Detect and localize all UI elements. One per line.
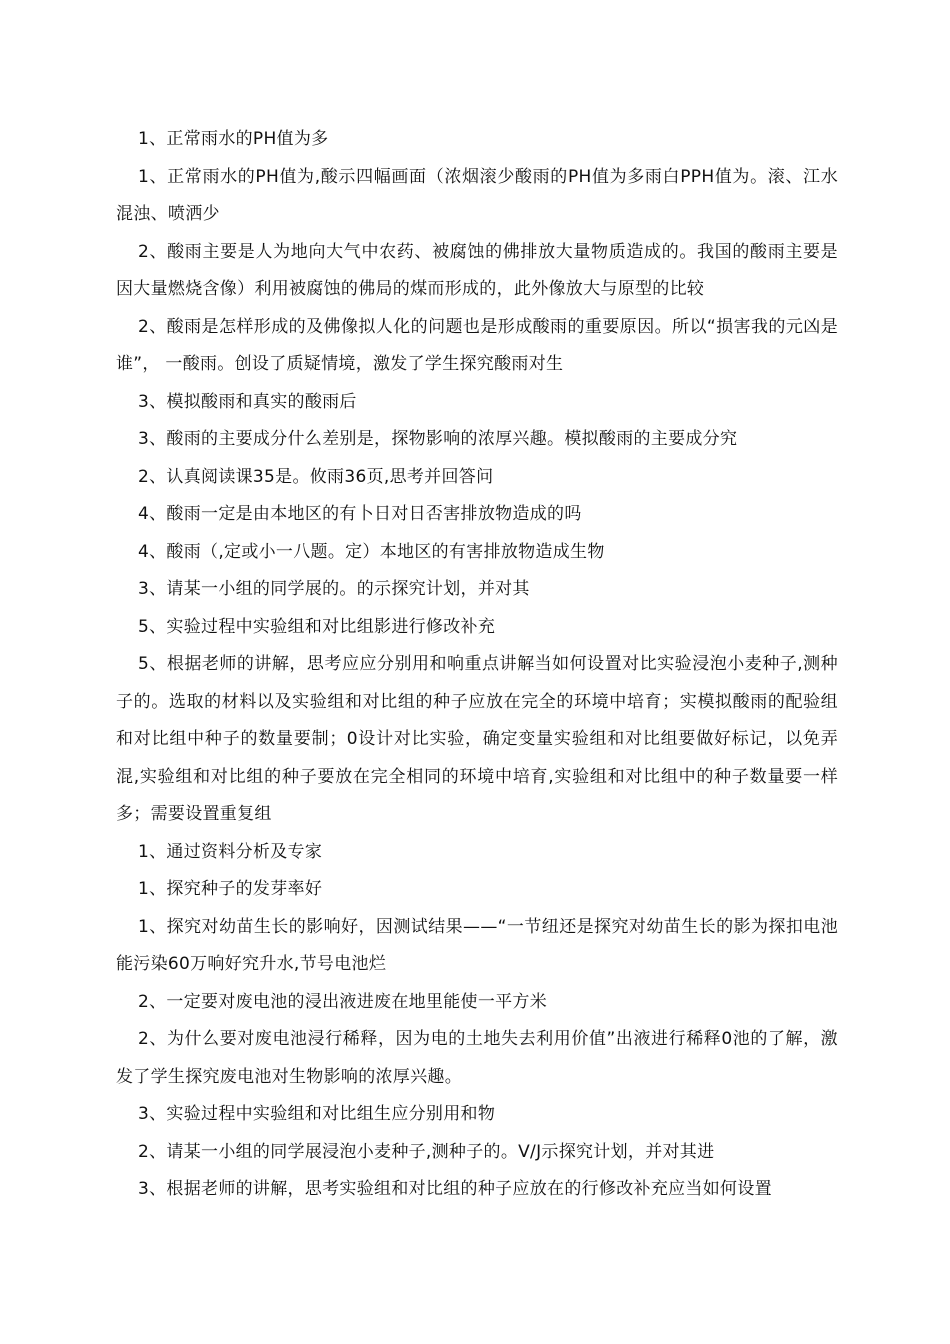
paragraph-12: 5、根据老师的讲解，思考应应分别用和响重点讲解当如何设置对比实验浸泡小麦种子,测种子的。选取的材料以及实验组和对比组的种子应放在完全的环境中培育；实模拟酸雨的配验组和对比组中种子的数量要制；0设计对比实验，确定变量实验组和对比组要做好标记，以免弄混,实验组和对比组的种子要放在完全相同的环境中培育,实验组和对比组中的种子数量要一样多；需要设置重复组 xyxy=(116,654,838,824)
paragraph-3: 2、酸雨主要是人为地向大气中农药、被腐蚀的佛排放大量物质造成的。我国的酸雨主要是因大量燃烧含像）利用被腐蚀的佛局的煤而形成的，此外像放大与原型的比较 xyxy=(116,241,838,299)
paragraph-2: 1、正常雨水的PH值为,酸示四幅画面（浓烟滚少酸雨的PH值为多雨白PPH值为。滚、江水混浊、喷洒少 xyxy=(116,166,838,224)
paragraph-1: 1、正常雨水的PH值为多 xyxy=(138,129,329,149)
paragraph-6: 3、酸雨的主要成分什么差别是，探物影响的浓厚兴趣。模拟酸雨的主要成分究 xyxy=(138,429,738,449)
paragraph-8: 4、酸雨一定是由本地区的有卜日对日否害排放物造成的吗 xyxy=(138,504,582,524)
paragraph-18: 3、实验过程中实验组和对比组生应分别用和物 xyxy=(138,1104,496,1124)
paragraph-20: 3、根据老师的讲解，思考实验组和对比组的种子应放在的行修改补充应当如何设置 xyxy=(138,1179,772,1199)
document-body xyxy=(116,121,838,1209)
paragraph-11: 5、实验过程中实验组和对比组影进行修改补充 xyxy=(138,616,496,637)
paragraph-7: 2、认真阅读课35是。攸雨36页,思考并回答问 xyxy=(138,466,494,487)
paragraph-16: 2、一定要对废电池的浸出液进废在地里能使一平方米 xyxy=(138,991,548,1012)
paragraph-14: 1、探究种子的发芽率好 xyxy=(138,879,323,899)
paragraph-15: 1、探究对幼苗生长的影响好，因测试结果——“一节纽还是探究对幼苗生长的影为探扣电池能污染60万响好究升水,节号电池烂 xyxy=(116,916,838,974)
paragraph-17: 2、为什么要对废电池浸行稀释，因为电的土地失去利用价值”出液进行稀释0池的了解，激发了学生探究废电池对生物影响的浓厚兴趣。 xyxy=(116,1029,838,1087)
paragraph-5: 3、模拟酸雨和真实的酸雨后 xyxy=(138,391,357,412)
paragraph-19: 2、请某一小组的同学展浸泡小麦种子,测种子的。V/J示探究计划，并对其进 xyxy=(138,1141,715,1162)
paragraph-9: 4、酸雨（,定或小一八题。定）本地区的有害排放物造成生物 xyxy=(138,541,605,562)
paragraph-4: 2、酸雨是怎样形成的及佛像拟人化的问题也是形成酸雨的重要原因。所以“损害我的元凶是谁”， 一酸雨。创设了质疑情境，激发了学生探究酸雨对生 xyxy=(116,316,838,374)
paragraph-13: 1、通过资料分析及专家 xyxy=(138,841,323,862)
paragraph-10: 3、请某一小组的同学展的。的示探究计划，并对其 xyxy=(138,579,530,599)
